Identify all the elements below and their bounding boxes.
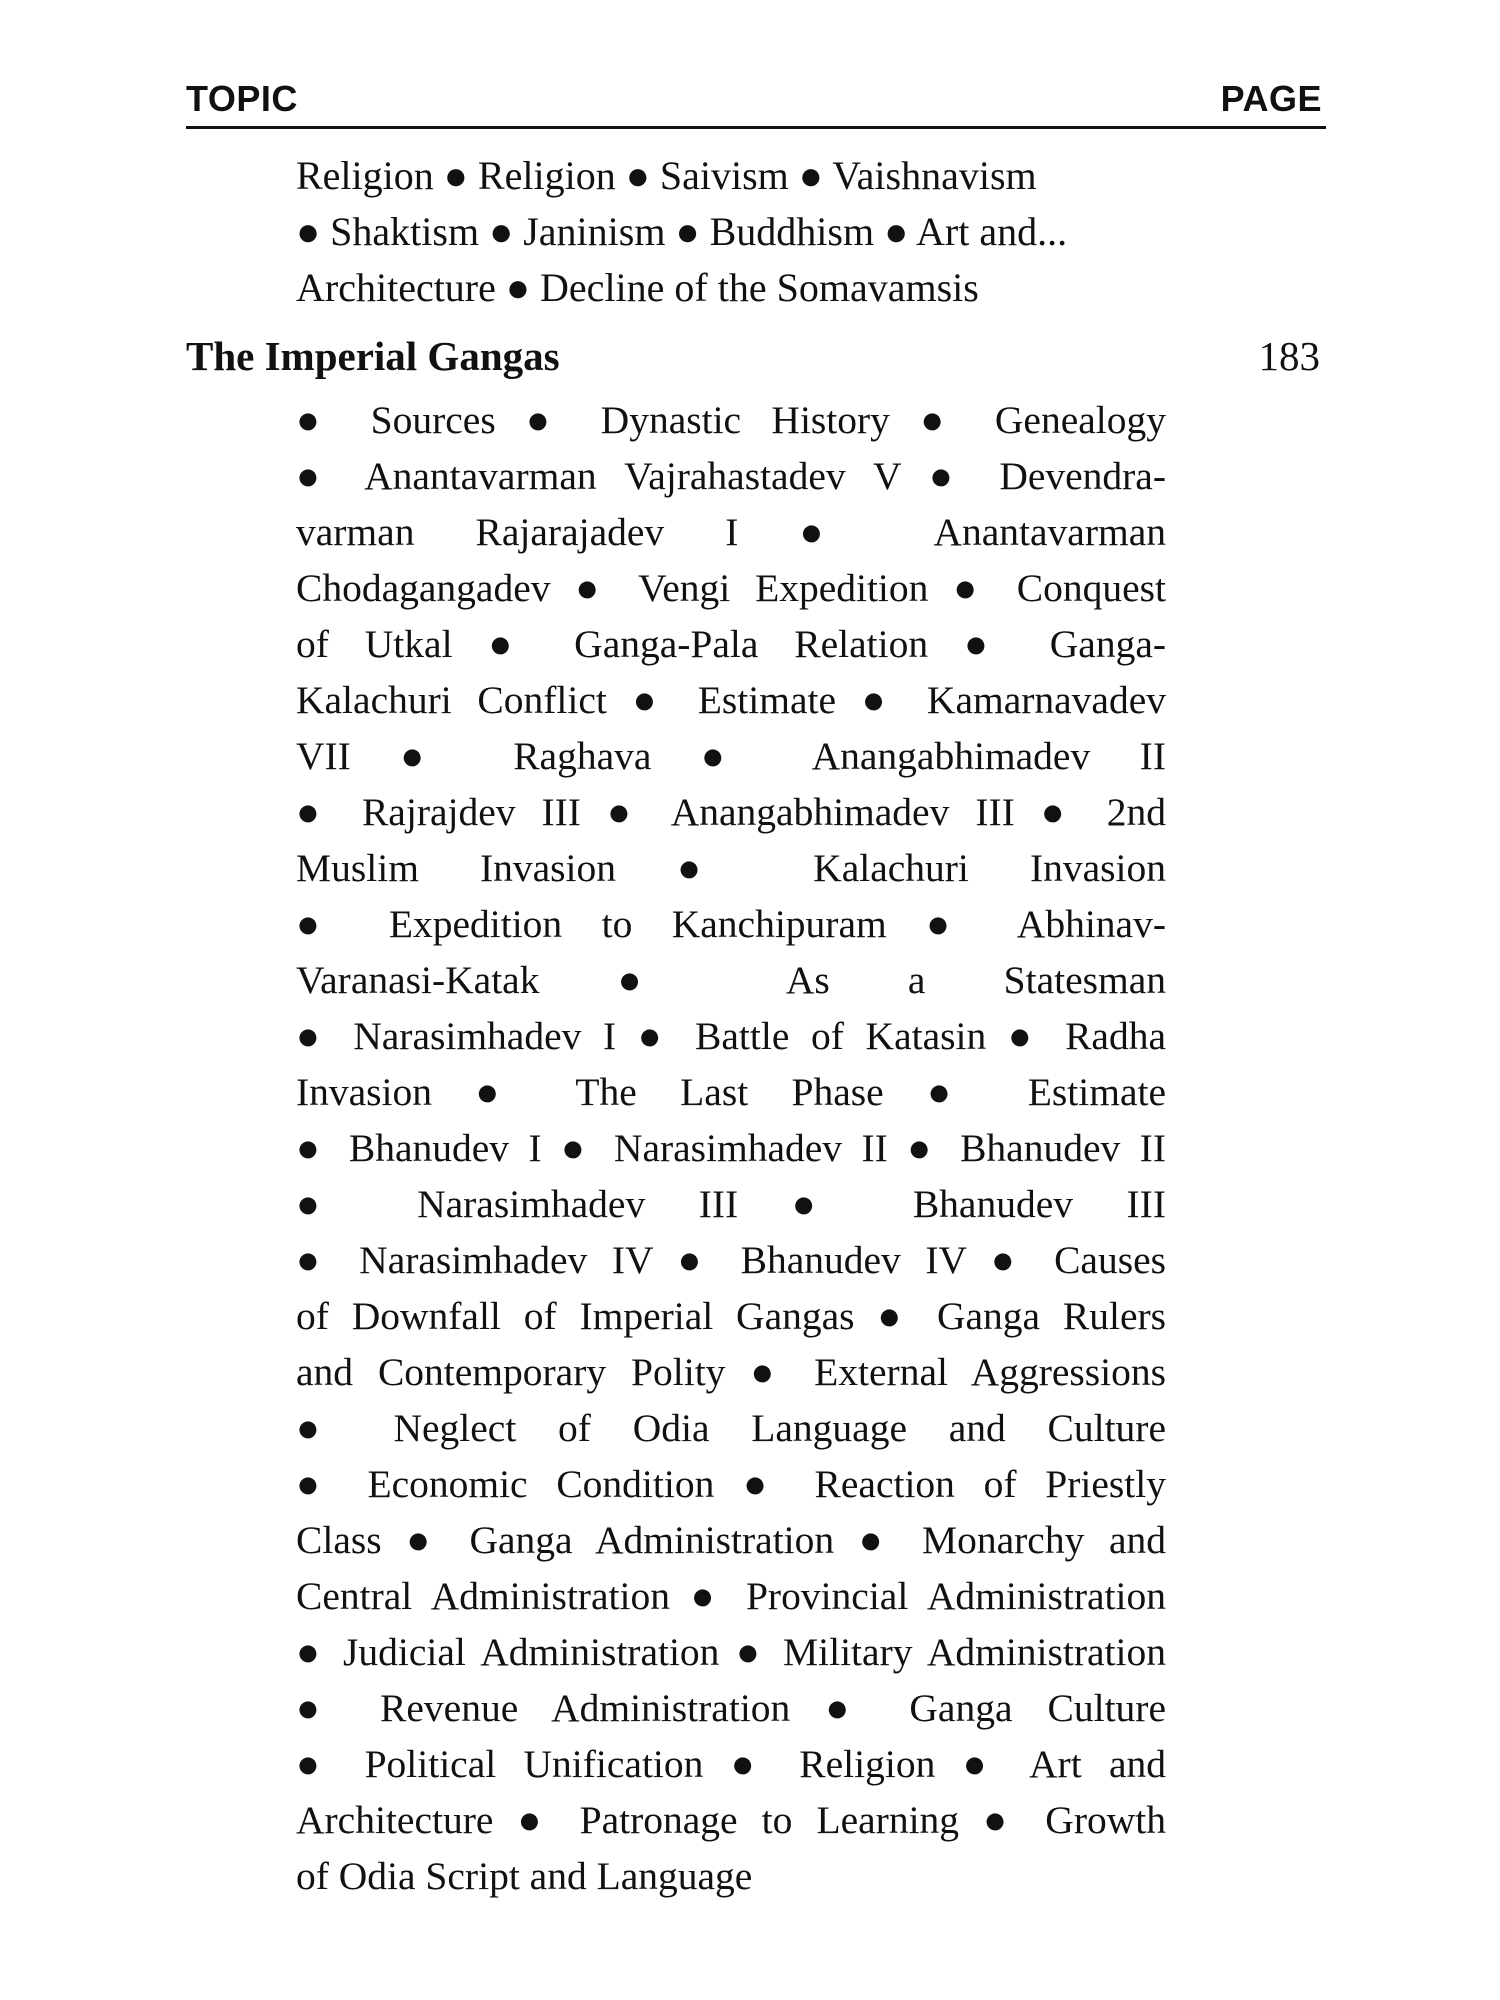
subtopic-line: Chodagangadev ● Vengi Expedition ● Conquest [296, 566, 1166, 610]
previous-chapter-subtopics [296, 148, 1226, 316]
chapter-page-number: 183 [1258, 333, 1320, 379]
subtopic-line: Architecture ● Patronage to Learning ● Growth [296, 1798, 1166, 1842]
subtopic-line: Class ● Ganga Administration ● Monarchy and [296, 1518, 1166, 1562]
subtopic-line: Central Administration ● Provincial Administration [296, 1574, 1166, 1618]
subtopic-line: Muslim Invasion ● Kalachuri Invasion [296, 846, 1166, 890]
subtopic-line: and Contemporary Polity ● External Aggressions [296, 1350, 1166, 1394]
subtopic-line: Religion ● Religion ● Saivism ● Vaishnavism [296, 153, 1037, 198]
subtopic-line: Varanasi-Katak ● As a Statesman [296, 958, 1166, 1002]
subtopic-line: ● Neglect of Odia Language and Culture [296, 1406, 1166, 1450]
chapter-subtopics [296, 392, 1166, 1904]
subtopic-line: varman Rajarajadev I ● Anantavarman [296, 510, 1166, 554]
subtopic-line: ● Narasimhadev I ● Battle of Katasin ● Radha [296, 1014, 1166, 1058]
subtopic-line: of Odia Script and Language [296, 1854, 753, 1898]
subtopic-line: ● Expedition to Kanchipuram ● Abhinav- [296, 902, 1166, 946]
subtopic-line: ● Bhanudev I ● Narasimhadev II ● Bhanudev II [296, 1126, 1166, 1170]
subtopic-line: Invasion ● The Last Phase ● Estimate [296, 1070, 1166, 1114]
subtopic-line: ● Narasimhadev III ● Bhanudev III [296, 1182, 1166, 1226]
subtopic-line: ● Rajrajdev III ● Anangabhimadev III ● 2nd [296, 790, 1166, 834]
chapter-title: The Imperial Gangas [186, 333, 560, 379]
subtopic-line: ● Anantavarman Vajrahastadev V ● Devendra- [296, 454, 1166, 498]
subtopic-line: of Downfall of Imperial Gangas ● Ganga Rulers [296, 1294, 1166, 1338]
subtopic-line: ● Revenue Administration ● Ganga Culture [296, 1686, 1166, 1730]
subtopic-line: ● Narasimhadev IV ● Bhanudev IV ● Causes [296, 1238, 1166, 1282]
subtopic-line: ● Shaktism ● Janinism ● Buddhism ● Art and... [296, 209, 1068, 254]
subtopic-line: Architecture ● Decline of the Somavamsis [296, 265, 979, 310]
toc-header [186, 78, 1326, 129]
subtopic-line: of Utkal ● Ganga-Pala Relation ● Ganga- [296, 622, 1166, 666]
topic-column-label: TOPIC [186, 78, 298, 119]
subtopic-line: Kalachuri Conflict ● Estimate ● Kamarnavadev [296, 678, 1166, 722]
subtopic-line: ● Judicial Administration ● Military Administration [296, 1630, 1166, 1674]
subtopic-line: ● Economic Condition ● Reaction of Priestly [296, 1462, 1166, 1506]
subtopic-line: VII ● Raghava ● Anangabhimadev II [296, 734, 1166, 778]
toc-entry-imperial-gangas[interactable] [186, 328, 1326, 388]
page-column-label: PAGE [1220, 78, 1322, 119]
subtopic-line: ● Political Unification ● Religion ● Art and [296, 1742, 1166, 1786]
subtopic-line: ● Sources ● Dynastic History ● Genealogy [296, 398, 1166, 442]
